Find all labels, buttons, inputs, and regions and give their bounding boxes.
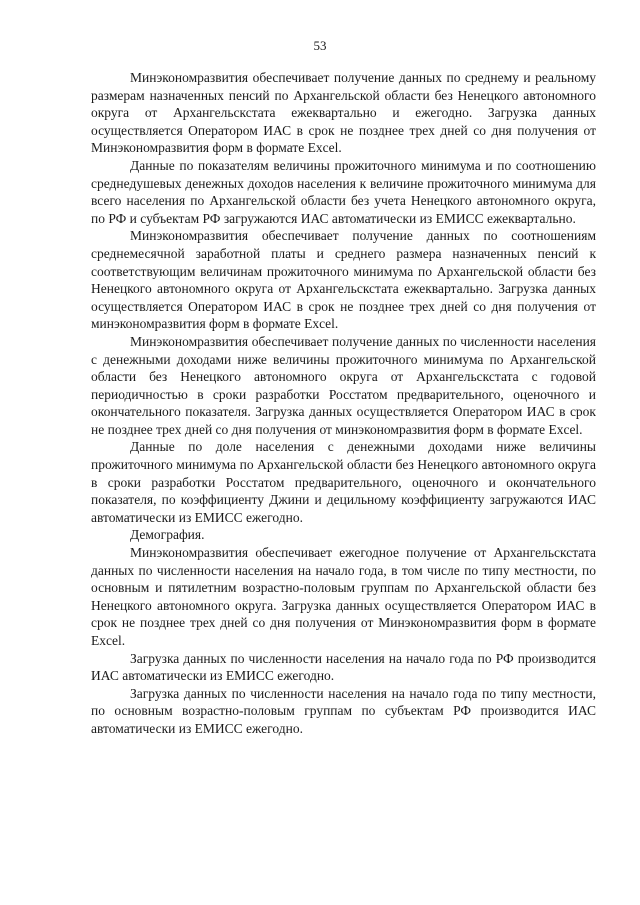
section-heading-demography: Демография. bbox=[130, 527, 205, 543]
document-body bbox=[91, 69, 596, 738]
paragraph-pension-data: Минэкономразвития обеспечивает получение данных по среднему и реальному размерам назначенных пенсий по Архангельской области без Ненецкого автономного округа от Архангельскстата ежеквартально и ежегодно. Загрузка данных осуществляется Оператором ИАС в срок не позднее трех дней со дня получения от Минэкономразвития форм в формате Excel. bbox=[91, 70, 596, 156]
paragraph-population-rf: Загрузка данных по численности населения на начало года по РФ производится ИАС автоматически из ЕМИСС ежегодно. bbox=[91, 650, 596, 684]
page-number: 53 bbox=[313, 38, 327, 53]
paragraph-salary-pension-ratios: Минэкономразвития обеспечивает получение данных по соотношениям среднемесячной заработной платы и среднего размера назначенных пенсий к соответствующим величинам прожиточного минимума по Архангельской области без Ненецкого автономного округа от Архангельскстата ежеквартально. Загрузка данных осуществляется Оператором ИАС в срок не позднее трех дней со дня получения от минэкономразвития форм в формате Excel. bbox=[91, 228, 596, 332]
paragraph-population-subjects-rf: Загрузка данных по численности населения на начало года по типу местности, по основным возрастно-половым группам по субъектам РФ производится ИАС автоматически из ЕМИСС ежегодно. bbox=[91, 685, 596, 736]
paragraph-low-income-population: Минэкономразвития обеспечивает получение данных по численности населения с денежными доходами ниже величины прожиточного минимума по Архангельской области без Ненецкого автономного округа от Архангельскстата с годовой периодичностью в сроки разработки Росстатом предварительного, оценочного и окончательного показателя. Загрузка данных осуществляется Оператором ИАС в срок не позднее трех дней со дня получения от минэкономразвития форм в формате Excel. bbox=[91, 333, 596, 437]
paragraph-subsistence-minimum: Данные по показателям величины прожиточного минимума и по соотношению среднедушевых денежных доходов населения к величине прожиточного минимума для всего населения по Архангельской области без учета Ненецкого автономного округа, по РФ и субъектам РФ загружаются ИАС автоматически из ЕМИСС ежеквартально. bbox=[91, 157, 596, 226]
paragraph-gini-coefficient: Данные по доле населения с денежными доходами ниже величины прожиточного минимума по Архангельской области без Ненецкого автономного округа в сроки разработки Росстатом предварительного, оценочного и окончательного показателя, по коэффициенту Джини и децильному коэффициенту загружаются ИАС автоматически из ЕМИСС ежегодно. bbox=[91, 439, 596, 525]
paragraph-population-start-of-year: Минэкономразвития обеспечивает ежегодное получение от Архангельскстата данных по численности населения на начало года, в том числе по типу местности, по основным и пятилетним возрастно-половым группам по Архангельской области без Ненецкого автономного округа. Загрузка данных осуществляется Оператором ИАС в срок не позднее трех дней со дня получения от Минэкономразвития форм в формате Excel. bbox=[91, 545, 596, 648]
